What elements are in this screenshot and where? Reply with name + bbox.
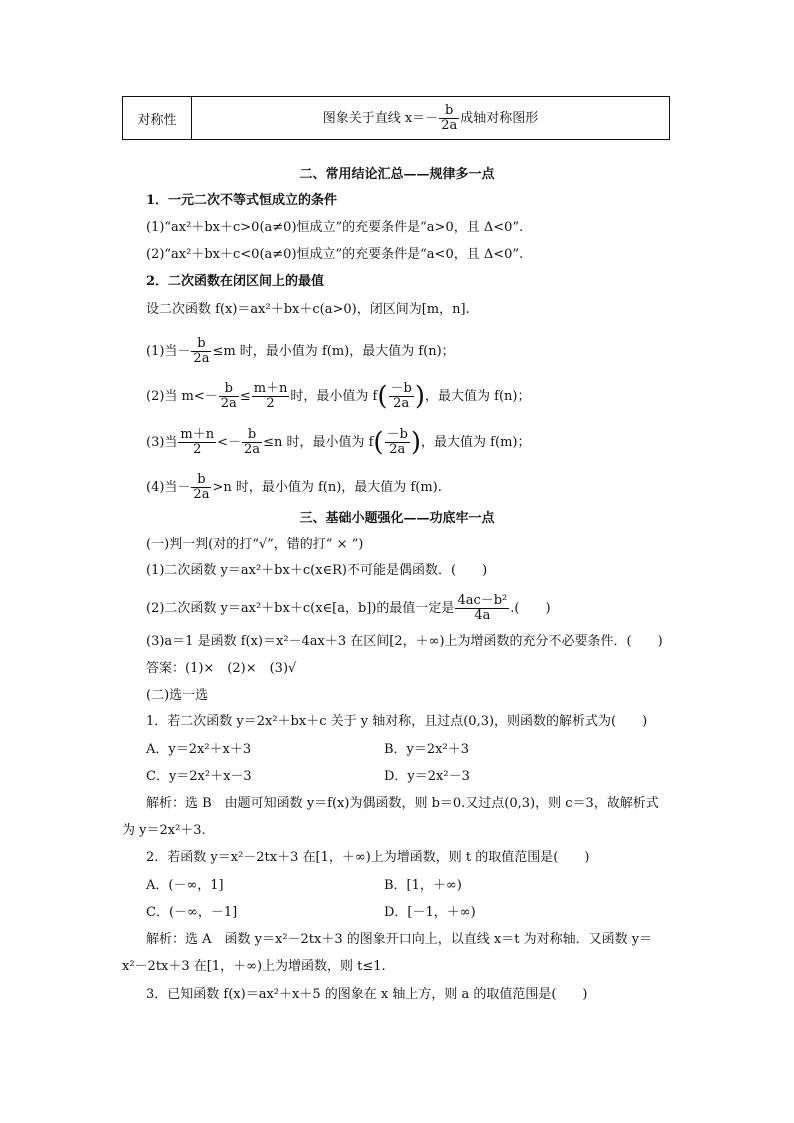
fraction-numerator: b <box>191 337 211 352</box>
case2-prefix: (2)当 m<－ <box>146 389 218 404</box>
case3-fraction3 <box>385 428 410 457</box>
case3-fraction1 <box>178 428 216 457</box>
property-table <box>122 96 670 140</box>
fraction-denominator: 2a <box>441 117 458 133</box>
case3-suffix: ，最大值为 f(m)； <box>421 435 531 450</box>
judge-item1: (1)二次函数 y＝ax²＋bx＋c(x∈R)不可能是偶函数．( ) <box>146 563 488 578</box>
case2-fraction1 <box>219 382 239 411</box>
table-content-cell <box>192 97 670 140</box>
case3-text: ≤n 时，最小值为 f <box>263 435 374 450</box>
item1-title: 1．一元二次不等式恒成立的条件 <box>146 193 338 208</box>
q1-option-c: C．y＝2x²＋x－3 <box>146 769 252 784</box>
fraction-numerator: －b <box>390 381 412 396</box>
case2-fraction2 <box>252 382 290 411</box>
case1-suffix: ≤m 时，最小值为 f(m)，最大值为 f(n)； <box>212 344 455 359</box>
item1-line2: (2)“ax²＋bx＋c<0(a≠0)恒成立”的充要条件是“a<0，且 Δ<0”. <box>146 247 524 262</box>
section2-title: 二、常用结论汇总——规律多一点 <box>299 167 495 182</box>
judge-item3: (3)a＝1 是函数 f(x)＝x²－4ax＋3 在区间[2，＋∞)上为增函数的充分不必要条件．( ) <box>146 634 663 649</box>
judge-item2 <box>146 594 551 623</box>
q1-option-d: D．y＝2x²－3 <box>384 769 470 784</box>
fraction-numerator: b <box>219 382 239 397</box>
q1-solution-line2: 为 y＝2x²＋3. <box>122 823 206 838</box>
q2-option-d: D．[－1，＋∞) <box>384 905 476 920</box>
item2-intro: 设二次函数 f(x)＝ax²＋bx＋c(a>0)，闭区间为[m，n]. <box>146 302 470 317</box>
q1-option-b: B．y＝2x²＋3 <box>384 742 469 757</box>
q2-option-a: A．(－∞，1] <box>146 878 224 893</box>
q2-stem: 2．若函数 y＝x²－2tx＋3 在[1，＋∞)上为增函数，则 t 的取值范围是( ) <box>146 850 590 865</box>
fraction-denominator: 2a <box>193 487 210 502</box>
case2-fraction3 <box>389 382 414 411</box>
q3-stem: 3．已知函数 f(x)＝ax²＋x＋5 的图象在 x 轴上方，则 a 的取值范围是( ) <box>146 987 588 1002</box>
right-paren: ) <box>410 427 422 458</box>
q1-solution-line1: 解析：选 B 由题可知函数 y＝f(x)为偶函数，则 b＝0.又过点(0,3)，则 c＝3，故解析式 <box>146 796 659 811</box>
q2-solution-line1: 解析：选 A 函数 y＝x²－2tx＋3 的图象开口向上，以直线 x＝t 为对称轴．又函数 y＝ <box>146 932 653 947</box>
case4-line <box>146 473 442 502</box>
fraction-numerator: b <box>242 428 262 443</box>
table-content-suffix: 成轴对称图形 <box>460 110 539 126</box>
right-paren: ) <box>414 381 426 412</box>
fraction-denominator: 4a <box>474 608 491 623</box>
fraction-numerator: b <box>191 473 211 488</box>
left-paren: ( <box>377 381 388 412</box>
fraction-denominator: 2a <box>393 396 410 411</box>
case2-text: 时，最小值为 f <box>290 389 378 404</box>
table-content-prefix: 图象关于直线 x＝－ <box>322 110 439 126</box>
judge2-suffix: .( ) <box>510 601 551 616</box>
fraction-denominator: 2 <box>193 442 202 457</box>
left-paren: ( <box>373 427 384 458</box>
case1-prefix: (1)当－ <box>146 344 191 359</box>
choose-title: (二)选一选 <box>146 688 209 703</box>
q2-option-c: C．(－∞，－1] <box>146 905 238 920</box>
fraction-numerator: m＋n <box>180 427 215 442</box>
case2-suffix: ，最大值为 f(n)； <box>425 389 531 404</box>
fraction-denominator: 2a <box>389 442 406 457</box>
judge-title: (一)判一判(对的打“√”，错的打“ × ”) <box>146 537 364 552</box>
case3-fraction2 <box>242 428 262 457</box>
case4-suffix: >n 时，最小值为 f(n)，最大值为 f(m). <box>212 480 442 495</box>
fraction-denominator: 2a <box>193 351 210 366</box>
section3-title: 三、基础小题强化——功底牢一点 <box>299 511 495 526</box>
case1-line <box>146 337 455 366</box>
case4-fraction <box>191 473 211 502</box>
item1-line1: (1)“ax²＋bx＋c>0(a≠0)恒成立”的充要条件是“a>0，且 Δ<0”. <box>146 220 524 235</box>
q1-stem: 1．若二次函数 y＝2x²＋bx＋c 关于 y 轴对称，且过点(0,3)，则函数的解析式为( ) <box>146 714 648 729</box>
case1-fraction <box>191 337 211 366</box>
case3-mid: <－ <box>217 435 242 450</box>
table-row <box>123 97 670 140</box>
fraction-numerator: m＋n <box>253 381 288 396</box>
q2-option-b: B．[1，＋∞) <box>384 878 462 893</box>
q1-option-a: A．y＝2x²＋x＋3 <box>146 742 252 757</box>
fraction-denominator: 2 <box>266 396 275 411</box>
q2-solution-line2: x²－2tx＋3 在[1，＋∞)上为增函数，则 t≤1. <box>122 959 386 974</box>
case3-line <box>146 428 530 457</box>
fraction-denominator: 2a <box>244 442 261 457</box>
item2-title: 2．二次函数在闭区间上的最值 <box>146 274 325 289</box>
case2-line <box>146 382 530 411</box>
judge2-prefix: (2)二次函数 y＝ax²＋bx＋c(x∈[a，b])的最值一定是 <box>146 601 455 616</box>
judge-answer: 答案：(1)× (2)× (3)√ <box>146 661 297 676</box>
fraction-numerator: －b <box>386 427 408 442</box>
case2-mid: ≤ <box>239 389 251 404</box>
case4-prefix: (4)当－ <box>146 480 191 495</box>
judge2-fraction <box>455 594 509 623</box>
fraction-denominator: 2a <box>220 396 237 411</box>
fraction-numerator: b <box>439 104 459 119</box>
table-label-cell: 对称性 <box>123 97 192 140</box>
table-fraction <box>439 104 459 133</box>
case3-prefix: (3)当 <box>146 435 178 450</box>
fraction-numerator: 4ac－b² <box>457 593 508 608</box>
